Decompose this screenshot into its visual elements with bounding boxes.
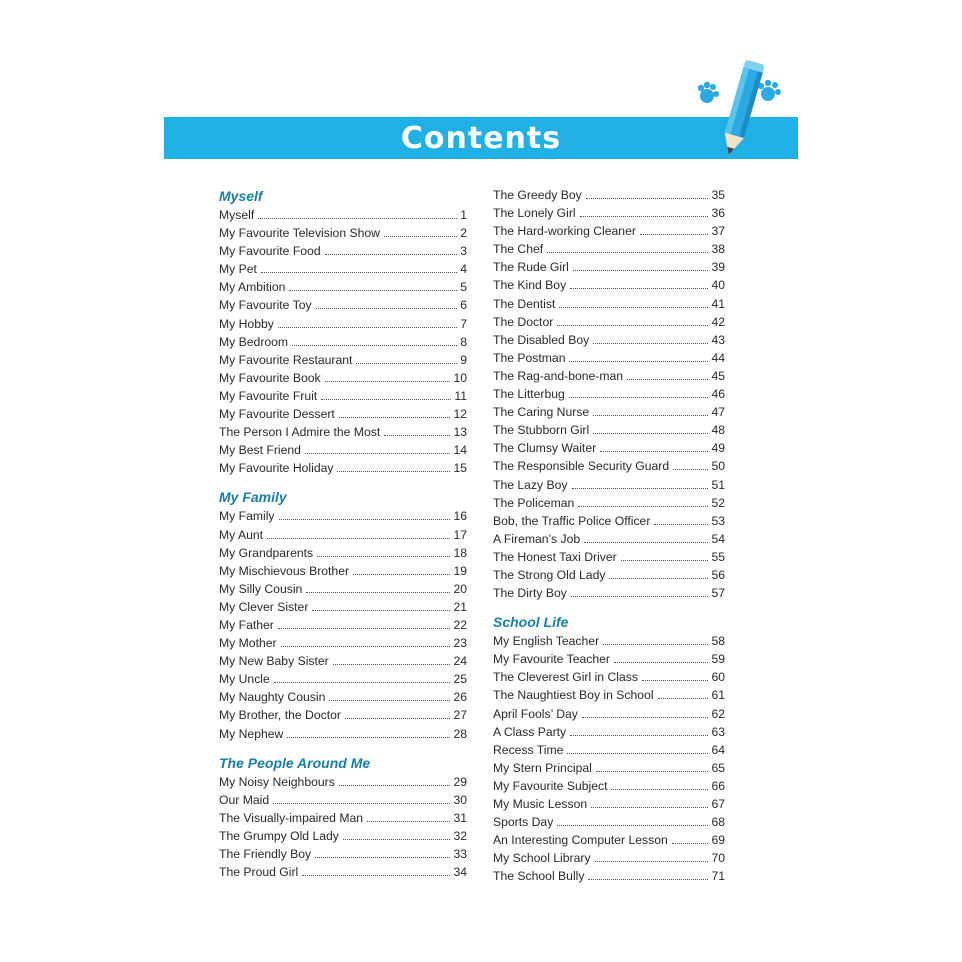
toc-entry[interactable] [219, 773, 467, 791]
dot-leader [573, 270, 709, 271]
entry-page: 61 [711, 688, 725, 703]
entry-title: The Visually-impaired Man [219, 810, 364, 825]
dot-leader [258, 218, 457, 219]
dot-leader [603, 644, 708, 645]
toc-entry[interactable] [219, 441, 467, 459]
dot-leader [302, 875, 450, 876]
entry-title: My Family [219, 509, 275, 524]
dot-leader [345, 718, 451, 719]
entry-page: 58 [711, 634, 725, 649]
entry-title: My Clever Sister [219, 599, 309, 614]
toc-entry[interactable] [219, 791, 467, 809]
toc-entry[interactable] [493, 403, 725, 421]
toc-entry[interactable] [493, 813, 725, 831]
dot-leader [586, 198, 709, 199]
entry-page: 8 [460, 334, 467, 349]
entry-page: 26 [453, 690, 467, 705]
entry-page: 51 [711, 477, 725, 492]
pencil-mascot-icon [695, 52, 785, 172]
entry-title: My Father [219, 617, 274, 632]
dot-leader [557, 325, 708, 326]
contents-column-right [493, 186, 725, 895]
dot-leader [609, 578, 708, 579]
entry-title: My Bedroom [219, 334, 289, 349]
toc-entry[interactable] [493, 204, 725, 222]
entry-page: 62 [711, 706, 725, 721]
entry-title: My Noisy Neighbours [219, 774, 335, 789]
dot-leader [557, 825, 708, 826]
entry-title: My Uncle [219, 672, 270, 687]
toc-entry[interactable] [219, 507, 467, 525]
entry-title: Sports Day [493, 815, 554, 830]
entry-title: The Disabled Boy [493, 332, 590, 347]
entry-title: My Stern Principal [493, 760, 592, 775]
toc-entry[interactable] [493, 650, 725, 668]
entry-page: 53 [711, 513, 725, 528]
dot-leader [321, 399, 451, 400]
entry-page: 39 [711, 260, 725, 275]
entry-page: 22 [453, 617, 467, 632]
entry-page: 54 [711, 531, 725, 546]
entry-title: Our Maid [219, 792, 270, 807]
section-people-around-me [219, 753, 467, 882]
entry-page: 44 [711, 350, 725, 365]
entry-page: 2 [460, 226, 467, 241]
entry-title: The Greedy Boy [493, 188, 582, 202]
toc-entry[interactable] [219, 278, 467, 296]
entry-page: 64 [711, 742, 725, 757]
toc-entry[interactable] [493, 186, 725, 204]
entry-page: 5 [460, 280, 467, 295]
dot-leader [356, 363, 457, 364]
dot-leader [658, 698, 709, 699]
toc-entry[interactable] [219, 260, 467, 278]
entry-title: The Proud Girl [219, 865, 299, 880]
entry-page: 68 [711, 815, 725, 830]
toc-entry[interactable] [219, 827, 467, 845]
entry-title: Bob, the Traffic Police Officer [493, 513, 651, 528]
entry-page: 43 [711, 332, 725, 347]
entry-title: The Clumsy Waiter [493, 441, 597, 456]
entry-page: 70 [711, 851, 725, 866]
toc-entry[interactable] [493, 494, 725, 512]
toc-entry[interactable] [219, 369, 467, 387]
entry-title: Myself [219, 208, 255, 222]
entry-title: My Pet [219, 262, 257, 277]
entry-page: 31 [453, 810, 467, 825]
dot-leader [582, 717, 709, 718]
entry-title: My Favourite Teacher [493, 652, 610, 667]
toc-entry[interactable] [219, 688, 467, 706]
entry-page: 34 [453, 865, 467, 880]
dot-leader [584, 542, 708, 543]
entry-page: 59 [711, 652, 725, 667]
toc-entry[interactable] [219, 544, 467, 562]
toc-entry[interactable] [219, 598, 467, 616]
dot-leader [353, 574, 450, 575]
toc-entry[interactable] [493, 795, 725, 813]
entry-page: 32 [453, 828, 467, 843]
dot-leader [571, 596, 709, 597]
toc-entry[interactable] [493, 668, 725, 686]
entry-title: My Grandparents [219, 545, 314, 560]
toc-entry[interactable] [493, 439, 725, 457]
toc-entry[interactable] [493, 831, 725, 849]
dot-leader [273, 803, 450, 804]
entry-title: The School Bully [493, 869, 585, 884]
entry-page: 57 [711, 586, 725, 601]
entry-page: 38 [711, 242, 725, 257]
toc-entry[interactable] [493, 867, 725, 885]
section-title: School Life [493, 614, 569, 631]
entry-title: The Litterbug [493, 387, 565, 402]
dot-leader [281, 646, 451, 647]
entry-page: 12 [453, 407, 467, 422]
entry-page: 65 [711, 760, 725, 775]
toc-entry[interactable] [219, 405, 467, 423]
dot-leader [278, 327, 457, 328]
dot-leader [578, 506, 708, 507]
toc-entry[interactable] [493, 584, 725, 602]
dot-leader [591, 807, 708, 808]
toc-entry[interactable] [219, 315, 467, 333]
entry-title: The Lazy Boy [493, 477, 568, 492]
entry-page: 49 [711, 441, 725, 456]
dot-leader [274, 682, 451, 683]
toc-entry[interactable] [493, 512, 725, 530]
entry-title: The Friendly Boy [219, 847, 312, 861]
entry-title: My Ambition [219, 280, 286, 295]
entry-title: The Hard-working Cleaner [493, 224, 636, 239]
dot-leader [287, 737, 450, 738]
entry-title: The Doctor [493, 314, 554, 329]
entry-title: My Music Lesson [493, 797, 588, 811]
entry-page: 56 [711, 567, 725, 582]
toc-entry[interactable] [219, 670, 467, 688]
dot-leader [588, 879, 708, 880]
dot-leader [672, 843, 709, 844]
entry-title: The Dirty Boy [493, 586, 567, 601]
toc-entry[interactable] [219, 526, 467, 544]
entry-page: 71 [711, 869, 725, 884]
entry-page: 47 [711, 405, 725, 420]
entry-title: My English Teacher [493, 634, 600, 649]
dot-leader [312, 610, 450, 611]
dot-leader [569, 397, 709, 398]
toc-entry[interactable] [219, 224, 467, 242]
entry-page: 1 [460, 208, 467, 222]
entry-title: My Hobby [219, 316, 274, 331]
toc-entry[interactable] [493, 530, 725, 548]
dot-leader [559, 307, 708, 308]
dot-leader [306, 592, 450, 593]
toc-entry[interactable] [219, 652, 467, 670]
dot-leader [325, 254, 458, 255]
dot-leader [261, 272, 457, 273]
toc-entry[interactable] [493, 421, 725, 439]
toc-entry[interactable] [219, 725, 467, 743]
dot-leader [384, 435, 450, 436]
entry-title: The Person I Admire the Most [219, 425, 381, 440]
entry-title: The Policeman [493, 495, 575, 510]
toc-entry[interactable] [219, 333, 467, 351]
entry-title: My Silly Cousin [219, 581, 303, 596]
dot-leader [329, 700, 450, 701]
toc-entry[interactable] [219, 296, 467, 314]
toc-entry[interactable] [493, 276, 725, 294]
dot-leader [593, 433, 708, 434]
dot-leader [317, 556, 450, 557]
entry-title: The Responsible Security Guard [493, 459, 670, 474]
toc-entry[interactable] [493, 313, 725, 331]
section-myself [219, 186, 467, 477]
toc-entry[interactable] [219, 459, 467, 477]
dot-leader [570, 735, 708, 736]
toc-entry[interactable] [219, 845, 467, 863]
toc-entry[interactable] [219, 206, 467, 224]
section-people-around-me-continued [493, 186, 725, 602]
dot-leader [569, 361, 708, 362]
entry-page: 24 [453, 654, 467, 669]
section-title: My Family [219, 489, 287, 506]
entry-title: My Best Friend [219, 443, 301, 458]
toc-entry[interactable] [493, 705, 725, 723]
entry-page: 27 [453, 708, 467, 723]
toc-entry[interactable] [493, 759, 725, 777]
toc-entry[interactable] [493, 295, 725, 313]
toc-entry[interactable] [219, 580, 467, 598]
entry-page: 33 [453, 847, 467, 861]
toc-entry[interactable] [493, 686, 725, 704]
entry-title: The Grumpy Old Lady [219, 828, 339, 843]
entry-page: 17 [453, 527, 467, 542]
entry-page: 50 [711, 459, 725, 474]
entry-page: 41 [711, 296, 725, 311]
entry-title: A Fireman’s Job [493, 531, 581, 546]
dot-leader [367, 821, 450, 822]
entry-page: 16 [453, 509, 467, 524]
toc-entry[interactable] [219, 423, 467, 441]
entry-title: The Cleverest Girl in Class [493, 670, 638, 685]
entry-title: My Favourite Book [219, 370, 321, 385]
entry-page: 40 [711, 278, 725, 293]
entry-title: The Lonely Girl [493, 206, 576, 221]
toc-entry[interactable] [493, 367, 725, 385]
contents-column-left [219, 186, 467, 891]
dot-leader [547, 252, 708, 253]
entry-page: 37 [711, 224, 725, 239]
page-title: Contents [400, 121, 562, 156]
dot-leader [315, 857, 450, 858]
entry-title: My Aunt [219, 527, 264, 542]
toc-entry[interactable] [493, 723, 725, 741]
entry-title: My Favourite Food [219, 244, 321, 259]
entry-title: My Favourite Toy [219, 298, 312, 313]
entry-page: 18 [453, 545, 467, 560]
toc-entry[interactable] [493, 741, 725, 759]
toc-entry[interactable] [493, 258, 725, 276]
entry-page: 36 [711, 206, 725, 221]
entry-title: My School Library [493, 851, 591, 866]
toc-entry[interactable] [493, 777, 725, 795]
entry-page: 46 [711, 387, 725, 402]
dot-leader [292, 345, 457, 346]
entry-page: 52 [711, 495, 725, 510]
dot-leader [384, 236, 457, 237]
toc-entry[interactable] [493, 476, 725, 494]
entry-title: My Favourite Dessert [219, 407, 335, 422]
entry-page: 3 [460, 244, 467, 259]
entry-title: The Naughtiest Boy in School [493, 688, 654, 703]
entry-title: An Interesting Computer Lesson [493, 833, 668, 848]
entry-page: 23 [453, 636, 467, 651]
dot-leader [596, 771, 709, 772]
dot-leader [570, 288, 708, 289]
dot-leader [339, 785, 451, 786]
toc-entry[interactable] [493, 548, 725, 566]
entry-title: My Mischievous Brother [219, 563, 350, 578]
entry-page: 6 [460, 298, 467, 313]
dot-leader [621, 560, 709, 561]
dot-leader [654, 524, 708, 525]
entry-page: 20 [453, 581, 467, 596]
entry-title: My Favourite Subject [493, 778, 608, 793]
entry-title: My Brother, the Doctor [219, 708, 341, 723]
entry-page: 10 [453, 370, 467, 385]
entry-page: 42 [711, 314, 725, 329]
dot-leader [572, 488, 709, 489]
toc-entry[interactable] [219, 863, 467, 881]
section-title: Myself [219, 188, 263, 204]
entry-title: The Kind Boy [493, 278, 567, 293]
dot-leader [595, 861, 709, 862]
toc-entry[interactable] [219, 809, 467, 827]
entry-page: 28 [453, 726, 467, 741]
entry-page: 11 [454, 388, 467, 403]
toc-entry[interactable] [493, 457, 725, 475]
entry-title: My Favourite Holiday [219, 461, 334, 476]
entry-page: 67 [711, 797, 725, 811]
toc-entry[interactable] [219, 387, 467, 405]
dot-leader [593, 343, 708, 344]
entry-page: 29 [453, 774, 467, 789]
entry-title: A Class Party [493, 724, 567, 739]
entry-title: The Rude Girl [493, 260, 569, 275]
dot-leader [580, 216, 709, 217]
entry-page: 9 [460, 352, 467, 367]
entry-page: 35 [711, 188, 725, 202]
toc-entry[interactable] [493, 849, 725, 867]
entry-page: 14 [453, 443, 467, 458]
dot-leader [325, 381, 451, 382]
entry-title: My Nephew [219, 726, 284, 741]
dot-leader [600, 451, 708, 452]
dot-leader [640, 234, 709, 235]
dot-leader [611, 789, 708, 790]
entry-title: The Dentist [493, 296, 556, 311]
entry-page: 19 [453, 563, 467, 578]
dot-leader [339, 417, 451, 418]
entry-page: 63 [711, 724, 725, 739]
toc-entry[interactable] [493, 240, 725, 258]
dot-leader [337, 471, 450, 472]
dot-leader [333, 664, 451, 665]
toc-entry[interactable] [219, 706, 467, 724]
entry-page: 4 [460, 262, 467, 277]
dot-leader [316, 308, 458, 309]
entry-title: The Strong Old Lady [493, 567, 606, 582]
entry-page: 45 [711, 368, 725, 383]
entry-page: 69 [711, 833, 725, 848]
dot-leader [343, 839, 451, 840]
entry-title: My Favourite Restaurant [219, 352, 353, 367]
entry-page: 13 [453, 425, 467, 440]
toc-entry[interactable] [219, 616, 467, 634]
dot-leader [289, 290, 457, 291]
toc-entry[interactable] [493, 222, 725, 240]
dot-leader [279, 519, 451, 520]
dot-leader [278, 628, 451, 629]
entry-page: 55 [711, 549, 725, 564]
section-title: The People Around Me [219, 754, 371, 771]
toc-entry[interactable] [219, 634, 467, 652]
entry-title: My Favourite Fruit [219, 388, 318, 403]
entry-title: My Naughty Cousin [219, 690, 326, 705]
toc-entry[interactable] [493, 349, 725, 367]
entry-title: The Rag-and-bone-man [493, 368, 624, 383]
dot-leader [593, 415, 708, 416]
entry-title: The Chef [493, 242, 544, 257]
toc-entry[interactable] [219, 562, 467, 580]
entry-page: 30 [453, 792, 467, 807]
toc-entry[interactable] [493, 632, 725, 650]
entry-title: The Stubborn Girl [493, 423, 590, 438]
entry-page: 15 [453, 461, 467, 476]
entry-title: April Fools’ Day [493, 706, 578, 721]
toc-entry[interactable] [493, 331, 725, 349]
entry-page: 60 [711, 670, 725, 685]
dot-leader [567, 753, 708, 754]
dot-leader [673, 469, 708, 470]
entry-title: My Mother [219, 636, 277, 651]
dot-leader [305, 453, 450, 454]
entry-title: The Caring Nurse [493, 405, 590, 420]
toc-entry[interactable] [219, 351, 467, 369]
dot-leader [627, 379, 708, 380]
entry-title: Recess Time [493, 742, 564, 757]
entry-title: My New Baby Sister [219, 654, 329, 669]
toc-entry[interactable] [493, 385, 725, 403]
dot-leader [614, 662, 708, 663]
dot-leader [642, 680, 709, 681]
section-my-family [219, 487, 467, 742]
entry-page: 21 [453, 599, 467, 614]
section-school-life [493, 612, 725, 885]
dot-leader [267, 538, 450, 539]
entry-page: 25 [453, 672, 467, 687]
entry-title: The Honest Taxi Driver [493, 549, 617, 564]
toc-entry[interactable] [493, 566, 725, 584]
entry-page: 48 [711, 423, 725, 438]
entry-title: My Favourite Television Show [219, 226, 380, 241]
entry-title: The Postman [493, 350, 566, 365]
toc-entry[interactable] [219, 242, 467, 260]
entry-page: 7 [460, 316, 467, 331]
entry-page: 66 [711, 778, 725, 793]
